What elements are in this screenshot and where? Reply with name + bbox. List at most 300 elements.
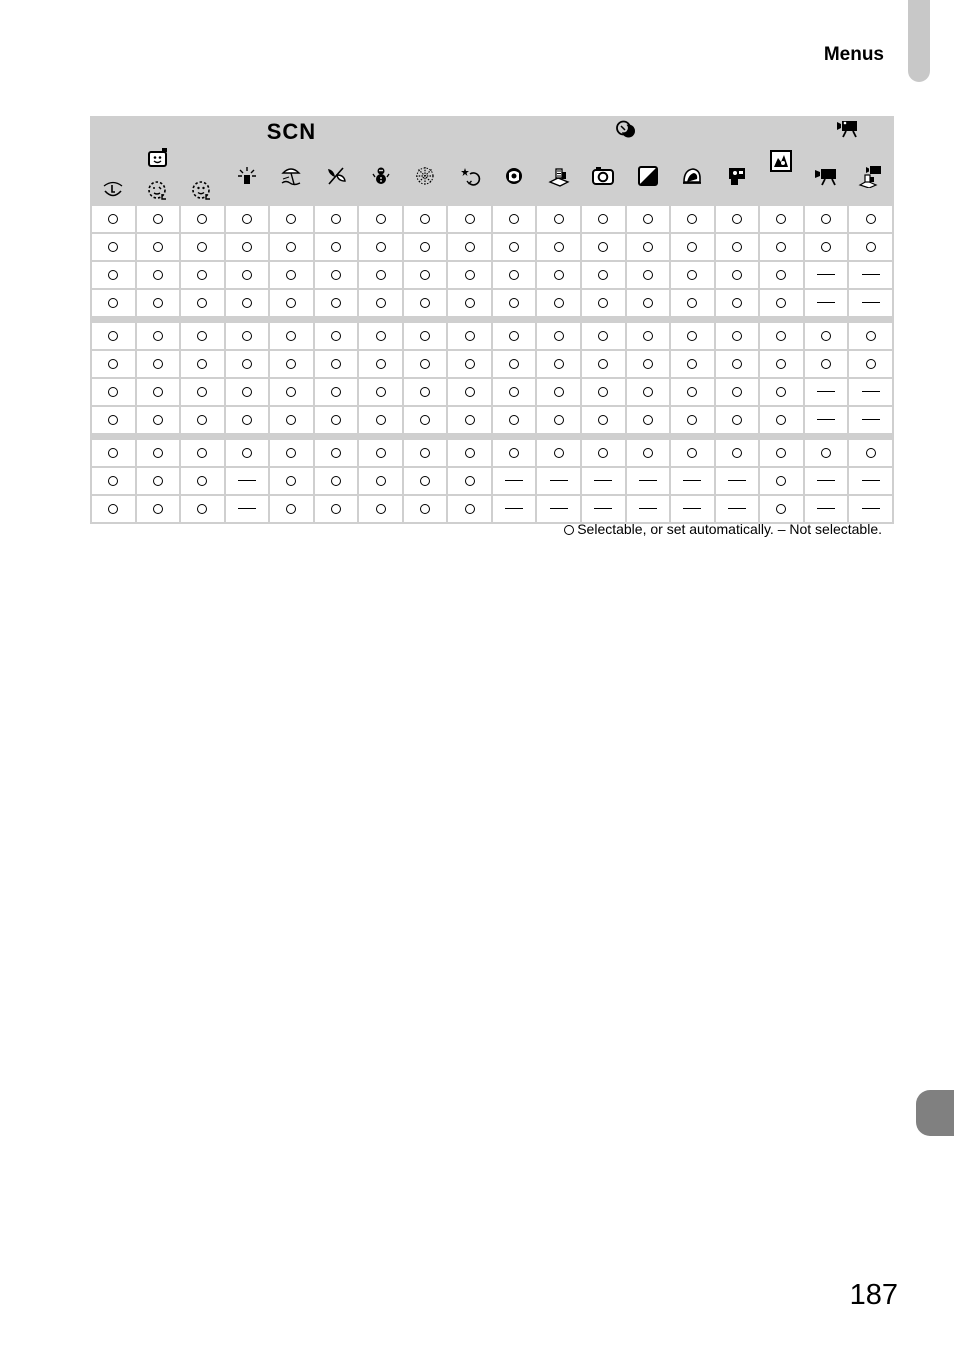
col-header-poster-effect (716, 147, 759, 204)
table-cell (315, 407, 358, 433)
table-cell (315, 234, 358, 260)
selectable-mark (153, 415, 163, 425)
table-cell (448, 379, 491, 405)
table-cell (359, 468, 402, 494)
table-cell (404, 323, 447, 349)
col-header-beach (270, 147, 313, 204)
not-selectable-mark (817, 302, 835, 303)
selectable-mark (821, 331, 831, 341)
table-cell (671, 290, 714, 316)
not-selectable-mark (683, 480, 701, 481)
table-row (92, 351, 892, 377)
selectable-mark (376, 270, 386, 280)
selectable-mark (197, 298, 207, 308)
selectable-mark (286, 359, 296, 369)
table-cell (181, 440, 224, 466)
selectable-mark (509, 415, 519, 425)
not-selectable-mark (683, 508, 701, 509)
selectable-mark (643, 415, 653, 425)
selectable-mark (420, 331, 430, 341)
selectable-mark (420, 214, 430, 224)
table-cell (805, 206, 848, 232)
table-cell (404, 496, 447, 522)
table-cell (315, 440, 358, 466)
table-cell (627, 206, 670, 232)
selectable-mark (331, 476, 341, 486)
table-cell (270, 206, 313, 232)
table-cell (760, 496, 803, 522)
selectable-mark (242, 270, 252, 280)
table-cell (537, 206, 580, 232)
col-header-wink-self-timer (137, 176, 180, 204)
monochrome-icon (637, 165, 659, 187)
table-cell (716, 496, 759, 522)
selectable-mark (108, 476, 118, 486)
table-cell (627, 407, 670, 433)
long-shutter-icon (459, 165, 481, 187)
selectable-mark (242, 214, 252, 224)
table-cell (805, 407, 848, 433)
selectable-mark (643, 270, 653, 280)
table-cell (760, 379, 803, 405)
selectable-mark (108, 214, 118, 224)
table-cell (359, 351, 402, 377)
selectable-mark (286, 331, 296, 341)
table-cell (849, 290, 892, 316)
selectable-mark (598, 415, 608, 425)
table-cell (760, 234, 803, 260)
selectable-mark (197, 387, 207, 397)
table-cell (315, 351, 358, 377)
table-cell (404, 234, 447, 260)
iframe-movie-icon (858, 164, 884, 188)
not-selectable-mark (862, 480, 880, 481)
selectable-mark (509, 242, 519, 252)
table-row (92, 407, 892, 433)
col-header-toy-camera (582, 147, 625, 204)
selectable-mark (509, 298, 519, 308)
table-cell (716, 407, 759, 433)
col-header-snow (359, 147, 402, 204)
table-cell (404, 262, 447, 288)
selectable-mark (242, 387, 252, 397)
selectable-mark (598, 270, 608, 280)
fish-eye-icon (503, 165, 525, 187)
selectable-mark (732, 359, 742, 369)
table-cell (92, 290, 135, 316)
table-cell (270, 379, 313, 405)
table-cell (226, 379, 269, 405)
table-cell (181, 290, 224, 316)
selectable-mark (197, 242, 207, 252)
table-row (92, 234, 892, 260)
group-separator-cell (92, 318, 892, 321)
table-cell (359, 234, 402, 260)
table-cell (760, 407, 803, 433)
selectable-mark (465, 415, 475, 425)
selectable-mark (376, 448, 386, 458)
table-cell (92, 496, 135, 522)
selectable-mark (776, 331, 786, 341)
selectable-mark (153, 448, 163, 458)
table-cell (137, 379, 180, 405)
table-row (92, 496, 892, 522)
table-cell (849, 323, 892, 349)
table-cell (760, 468, 803, 494)
selectable-mark (732, 298, 742, 308)
selectable-mark (286, 504, 296, 514)
section-title: Menus (823, 44, 884, 65)
table-row (92, 262, 892, 288)
not-selectable-mark (594, 508, 612, 509)
table-cell (181, 379, 224, 405)
selectable-mark (687, 415, 697, 425)
not-selectable-mark (862, 419, 880, 420)
selectable-mark (153, 214, 163, 224)
table-cell (716, 234, 759, 260)
table-cell (137, 496, 180, 522)
not-selectable-mark (817, 274, 835, 275)
table-cell (671, 206, 714, 232)
selectable-mark (866, 448, 876, 458)
table-cell (760, 323, 803, 349)
col-header-foliage (315, 147, 358, 204)
selectable-mark (821, 359, 831, 369)
selectable-mark (420, 415, 430, 425)
not-selectable-mark (238, 480, 256, 481)
selectable-mark (687, 214, 697, 224)
selectable-mark (776, 476, 786, 486)
selectable-mark (108, 504, 118, 514)
table-cell (92, 351, 135, 377)
selectable-mark (554, 359, 564, 369)
selectable-mark (420, 387, 430, 397)
selectable-mark (465, 331, 475, 341)
table-cell (805, 468, 848, 494)
col-header-fish-eye (493, 147, 536, 204)
selectable-mark (242, 448, 252, 458)
col-header-standard-movie (805, 147, 848, 204)
table-cell (137, 351, 180, 377)
table-cell (448, 407, 491, 433)
table-cell (537, 407, 580, 433)
face-self-timer-group-icon (146, 147, 170, 169)
standard-movie-icon (813, 165, 839, 187)
table-cell (359, 440, 402, 466)
group-separator-cell (92, 435, 892, 438)
selectable-mark (153, 270, 163, 280)
selectable-mark (776, 448, 786, 458)
selectable-mark (331, 242, 341, 252)
table-cell (493, 351, 536, 377)
miniature-icon (548, 165, 570, 187)
col-header-monochrome (627, 147, 670, 204)
selectable-mark (465, 298, 475, 308)
not-selectable-mark (505, 480, 523, 481)
table-cell (448, 290, 491, 316)
discreet-group-header (760, 118, 803, 204)
not-selectable-mark (238, 508, 256, 509)
table-cell (226, 440, 269, 466)
table-cell (448, 206, 491, 232)
selectable-mark (866, 359, 876, 369)
selectable-mark (376, 242, 386, 252)
selectable-mark (153, 242, 163, 252)
selectable-mark (509, 359, 519, 369)
col-header-long-shutter (448, 147, 491, 204)
col-header-miniature (537, 147, 580, 204)
table-cell (137, 323, 180, 349)
selectable-mark (643, 359, 653, 369)
selectable-mark (509, 387, 519, 397)
selectable-mark (598, 448, 608, 458)
table-row (92, 290, 892, 316)
selectable-mark (643, 387, 653, 397)
selectable-mark (643, 242, 653, 252)
selectable-mark (108, 415, 118, 425)
selectable-mark (197, 415, 207, 425)
table-cell (805, 351, 848, 377)
table-cell (671, 468, 714, 494)
table-cell (671, 379, 714, 405)
selectable-mark (197, 331, 207, 341)
table-row (92, 379, 892, 405)
selectable-mark (420, 298, 430, 308)
table-cell (226, 468, 269, 494)
selectable-mark (376, 415, 386, 425)
table-cell (226, 323, 269, 349)
table-cell (716, 262, 759, 288)
table-cell (270, 440, 313, 466)
table-cell (493, 468, 536, 494)
poster-effect-icon (726, 165, 748, 187)
selectable-mark (242, 242, 252, 252)
table-cell (627, 496, 670, 522)
table-cell (671, 440, 714, 466)
table-cell (849, 407, 892, 433)
selectable-mark (732, 415, 742, 425)
not-selectable-mark (817, 391, 835, 392)
table-cell (359, 323, 402, 349)
selectable-mark (331, 387, 341, 397)
selectable-mark (376, 504, 386, 514)
selectable-mark (420, 359, 430, 369)
table-cell (537, 496, 580, 522)
table-cell (805, 262, 848, 288)
table-cell (493, 206, 536, 232)
selectable-mark (376, 214, 386, 224)
selectable-mark (465, 359, 475, 369)
table-cell (627, 351, 670, 377)
selectable-mark (866, 214, 876, 224)
table-cell (627, 440, 670, 466)
selectable-mark (420, 504, 430, 514)
table-cell (493, 262, 536, 288)
table-cell (448, 323, 491, 349)
table-cell (315, 262, 358, 288)
selectable-mark (465, 387, 475, 397)
table-cell (537, 262, 580, 288)
selectable-mark (286, 270, 296, 280)
selectable-mark (732, 270, 742, 280)
table-cell (404, 206, 447, 232)
selectable-mark (331, 415, 341, 425)
table-cell (137, 206, 180, 232)
table-cell (760, 290, 803, 316)
selectable-mark (331, 214, 341, 224)
table-cell (671, 234, 714, 260)
selectable-mark (554, 298, 564, 308)
table-cell (404, 379, 447, 405)
selectable-mark (554, 214, 564, 224)
selectable-mark (776, 415, 786, 425)
col-header-smile (92, 176, 135, 204)
table-cell (92, 206, 135, 232)
table-row (92, 440, 892, 466)
foliage-icon (325, 165, 347, 187)
creative-filters-icon (615, 118, 637, 140)
selectable-mark (197, 359, 207, 369)
table-cell (226, 351, 269, 377)
selectable-mark (509, 270, 519, 280)
table-cell (716, 206, 759, 232)
table-cell (137, 468, 180, 494)
table-cell (270, 496, 313, 522)
table-cell (448, 262, 491, 288)
toy-camera-icon (591, 165, 615, 187)
table-cell (181, 323, 224, 349)
selectable-mark (776, 504, 786, 514)
selectable-mark (465, 214, 475, 224)
selectable-mark (331, 331, 341, 341)
selectable-mark (286, 242, 296, 252)
smile-icon (101, 180, 125, 200)
table-cell (181, 468, 224, 494)
table-cell (404, 290, 447, 316)
table-cell (226, 496, 269, 522)
table-cell (448, 234, 491, 260)
selectable-mark (108, 331, 118, 341)
table-cell (716, 379, 759, 405)
face-self-timer-icon (190, 179, 214, 201)
table-cell (181, 407, 224, 433)
table-cell (849, 206, 892, 232)
table-cell (716, 290, 759, 316)
table-cell (181, 496, 224, 522)
table-cell (537, 440, 580, 466)
table-cell (671, 262, 714, 288)
table-cell (582, 468, 625, 494)
table-cell (582, 234, 625, 260)
col-header-iframe-movie (849, 147, 892, 204)
table-cell (315, 496, 358, 522)
selectable-mark (465, 476, 475, 486)
legend-text: Selectable, or set automatically. – Not selectable. (577, 521, 882, 537)
table-cell (448, 351, 491, 377)
table-cell (493, 234, 536, 260)
not-selectable-mark (594, 480, 612, 481)
selectable-mark (376, 359, 386, 369)
table-cell (849, 440, 892, 466)
selectable-mark (598, 359, 608, 369)
creative-filters-group-header (493, 118, 758, 145)
selectable-mark (197, 476, 207, 486)
selectable-mark (687, 331, 697, 341)
selectable-mark (153, 298, 163, 308)
selectable-mark (242, 298, 252, 308)
selectable-mark (687, 242, 697, 252)
selectable-mark (108, 242, 118, 252)
selectable-mark (242, 359, 252, 369)
table-cell (805, 290, 848, 316)
selectable-mark (598, 298, 608, 308)
table-row (92, 206, 892, 232)
table-cell (537, 468, 580, 494)
table-cell (582, 496, 625, 522)
selectable-mark (331, 298, 341, 308)
self-timer-group-header (92, 147, 224, 174)
selectable-mark (286, 214, 296, 224)
selectable-mark (554, 448, 564, 458)
table-cell (404, 351, 447, 377)
table-cell (760, 262, 803, 288)
table-cell (493, 290, 536, 316)
table-cell (582, 351, 625, 377)
selectable-mark (776, 387, 786, 397)
table-cell (537, 379, 580, 405)
selectable-mark (509, 448, 519, 458)
not-selectable-mark (862, 508, 880, 509)
selectable-mark (286, 415, 296, 425)
table-cell (92, 407, 135, 433)
selectable-mark (376, 298, 386, 308)
table-cell (92, 440, 135, 466)
table-cell (92, 323, 135, 349)
table-cell (716, 440, 759, 466)
selectable-mark (420, 476, 430, 486)
table-cell (582, 206, 625, 232)
table-cell (226, 290, 269, 316)
selectable-mark (687, 359, 697, 369)
selectable-mark (687, 448, 697, 458)
selectable-mark (598, 242, 608, 252)
col-header-face-self-timer (181, 176, 224, 204)
table-cell (849, 351, 892, 377)
selectable-mark (153, 359, 163, 369)
selectable-mark (643, 214, 653, 224)
selectable-mark (776, 270, 786, 280)
table-cell (716, 468, 759, 494)
table-cell (716, 323, 759, 349)
table-cell (270, 468, 313, 494)
table-cell (270, 407, 313, 433)
selectable-mark (108, 298, 118, 308)
table-cell (537, 290, 580, 316)
table-cell (493, 496, 536, 522)
table-cell (137, 262, 180, 288)
function-compatibility-table (90, 116, 894, 524)
table-cell (404, 468, 447, 494)
selectable-mark (108, 387, 118, 397)
table-cell (627, 234, 670, 260)
table-cell (137, 290, 180, 316)
not-selectable-mark (550, 480, 568, 481)
table-cell (137, 234, 180, 260)
table-row (92, 323, 892, 349)
table-cell (493, 440, 536, 466)
table-cell (627, 262, 670, 288)
not-selectable-mark (862, 274, 880, 275)
